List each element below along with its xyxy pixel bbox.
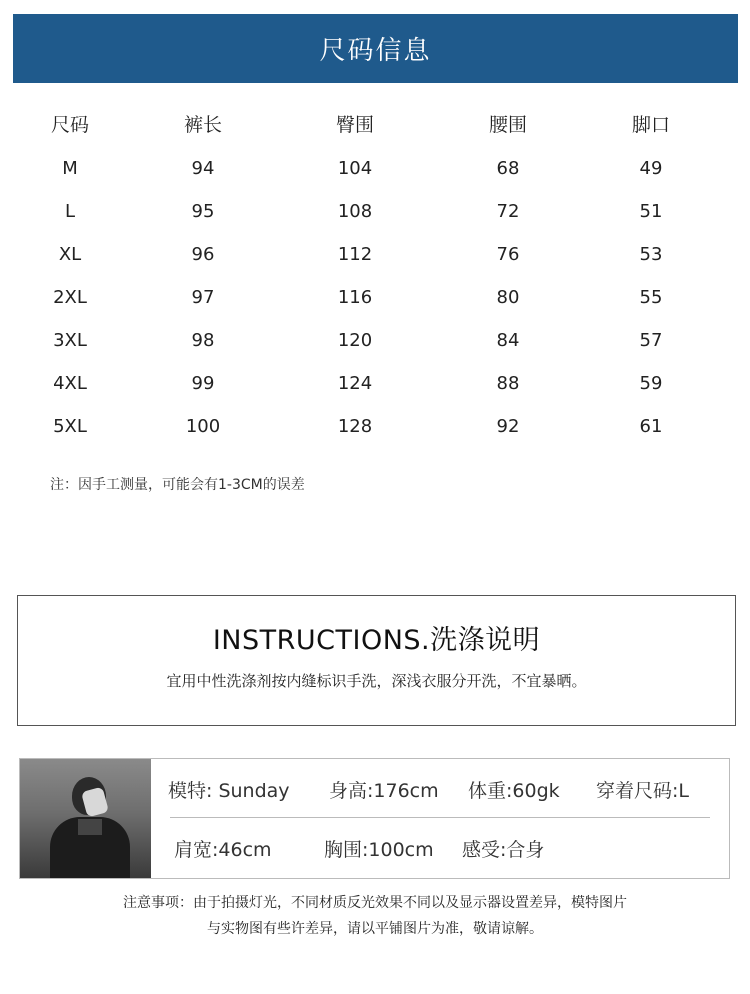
cell-hem: 59 bbox=[639, 373, 663, 394]
cell-hem: 53 bbox=[639, 244, 663, 265]
disclaimer-line2: 与实物图有些许差异，请以平铺图片为准，敬请谅解。 bbox=[207, 921, 543, 937]
cell-waist: 76 bbox=[496, 244, 520, 265]
cell-size: 3XL bbox=[53, 330, 87, 351]
model-height: 身高:176cm bbox=[329, 780, 439, 802]
cell-hem: 49 bbox=[639, 158, 663, 179]
measurement-note: 注：因手工测量，可能会有1-3CM的误差 bbox=[50, 477, 305, 493]
cell-length: 97 bbox=[191, 287, 215, 308]
model-fit: 感受:合身 bbox=[462, 839, 545, 861]
cell-hip: 128 bbox=[337, 416, 373, 437]
cell-size: 2XL bbox=[53, 287, 87, 308]
banner-title: 尺码信息 bbox=[319, 36, 432, 66]
cell-size: 4XL bbox=[53, 373, 87, 394]
header-hem: 脚口 bbox=[631, 114, 670, 136]
cell-length: 95 bbox=[191, 201, 215, 222]
table-row bbox=[0, 276, 750, 319]
table-header-row bbox=[0, 104, 750, 147]
cell-size: XL bbox=[58, 244, 82, 265]
table-row bbox=[0, 362, 750, 405]
cell-hip: 112 bbox=[337, 244, 373, 265]
cell-waist: 88 bbox=[496, 373, 520, 394]
cell-hip: 116 bbox=[337, 287, 373, 308]
model-photo bbox=[20, 759, 151, 878]
model-info-card bbox=[19, 758, 730, 879]
size-info-banner bbox=[13, 14, 738, 83]
cell-waist: 84 bbox=[496, 330, 520, 351]
table-row bbox=[0, 319, 750, 362]
cell-length: 96 bbox=[191, 244, 215, 265]
model-size-worn: 穿着尺码:L bbox=[596, 780, 689, 802]
header-waist: 腰围 bbox=[488, 114, 527, 136]
instructions-title: INSTRUCTIONS.洗涤说明 bbox=[212, 625, 541, 656]
table-row bbox=[0, 147, 750, 190]
header-size: 尺码 bbox=[50, 114, 89, 136]
table-row bbox=[0, 233, 750, 276]
disclaimer-line1: 注意事项：由于拍摄灯光，不同材质反光效果不同以及显示器设置差异，模特图片 bbox=[123, 895, 627, 911]
cell-hem: 55 bbox=[639, 287, 663, 308]
instructions-text: 宜用中性洗涤剂按内缝标识手洗，深浅衣服分开洗，不宜暴晒。 bbox=[166, 672, 587, 690]
cell-hem: 61 bbox=[639, 416, 663, 437]
cell-length: 100 bbox=[185, 416, 221, 437]
cell-hem: 57 bbox=[639, 330, 663, 351]
cell-waist: 80 bbox=[496, 287, 520, 308]
cell-waist: 72 bbox=[496, 201, 520, 222]
size-table bbox=[0, 104, 750, 448]
cell-size: 5XL bbox=[53, 416, 87, 437]
cell-length: 94 bbox=[191, 158, 215, 179]
cell-waist: 68 bbox=[496, 158, 520, 179]
model-shoulder: 肩宽:46cm bbox=[174, 839, 272, 861]
cell-hip: 120 bbox=[337, 330, 373, 351]
cell-hip: 104 bbox=[337, 158, 373, 179]
cell-waist: 92 bbox=[496, 416, 520, 437]
cell-length: 98 bbox=[191, 330, 215, 351]
cell-hip: 124 bbox=[337, 373, 373, 394]
header-length: 裤长 bbox=[183, 114, 222, 136]
instructions-box bbox=[17, 595, 736, 726]
cell-size: M bbox=[62, 158, 78, 179]
table-row bbox=[0, 190, 750, 233]
cell-length: 99 bbox=[191, 373, 215, 394]
model-chest: 胸围:100cm bbox=[324, 839, 434, 861]
model-divider bbox=[170, 817, 710, 818]
cell-size: L bbox=[64, 201, 76, 222]
header-hip: 臀围 bbox=[335, 114, 374, 136]
table-row bbox=[0, 405, 750, 448]
model-weight: 体重:60gk bbox=[468, 780, 560, 802]
cell-hip: 108 bbox=[337, 201, 373, 222]
cell-hem: 51 bbox=[639, 201, 663, 222]
model-name: 模特: Sunday bbox=[168, 780, 290, 802]
